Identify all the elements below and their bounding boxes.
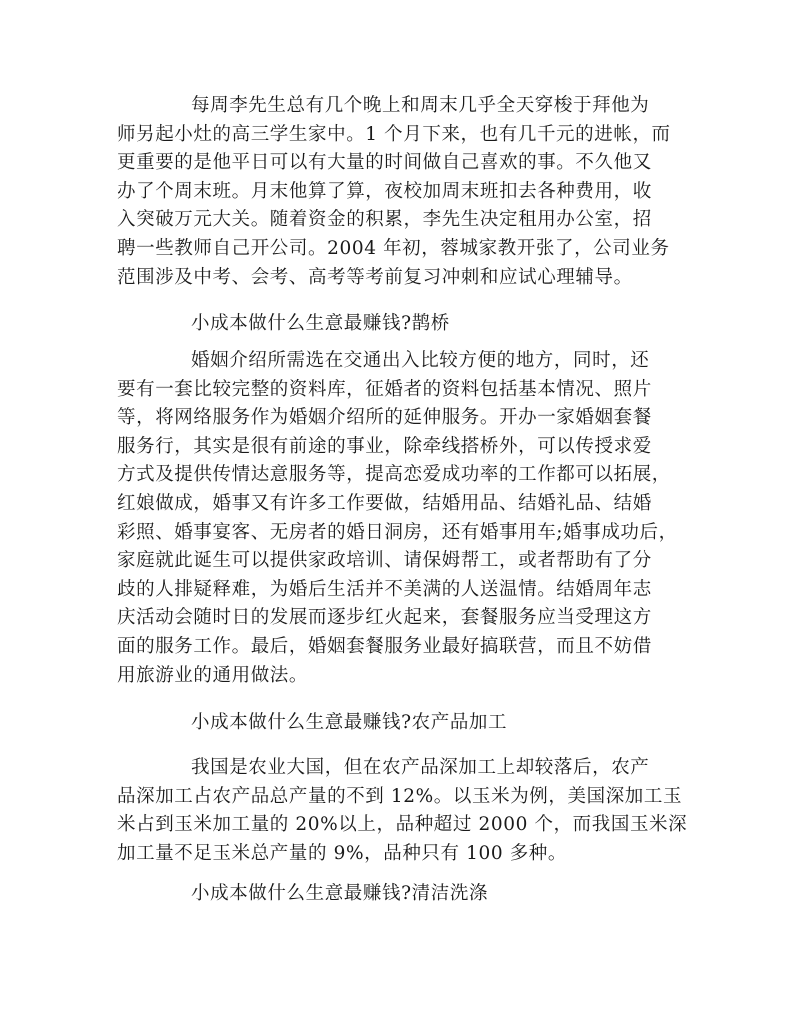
text-line: 办了个周末班。月末他算了算，夜校加周末班扣去各种费用，收 (117, 180, 652, 202)
section-heading-cleaning: 小成本做什么生意最赚钱?清洁洗涤 (191, 883, 489, 904)
paragraph-tutoring (117, 92, 683, 292)
section-heading-agriculture: 小成本做什么生意最赚钱?农产品加工 (191, 712, 508, 733)
text-line: 入突破万元大关。随着资金的积累，李先生决定租用办公室，招 (117, 209, 652, 231)
text-line: 歧的人排疑释难，为婚后生活并不美满的人送温情。结婚周年志 (117, 578, 652, 600)
paragraph-agriculture (117, 754, 688, 868)
text-line: 要有一套比较完整的资料库，征婚者的资料包括基本情况、照片 (117, 378, 652, 400)
text-line: 更重要的是他平日可以有大量的时间做自己喜欢的事。不久他又 (117, 152, 652, 174)
text-line: 范围涉及中考、会考、高考等考前复习冲刺和应试心理辅导。 (117, 266, 633, 288)
text-line: 用旅游业的通用做法。 (117, 664, 309, 686)
text-line: 面的服务工作。最后，婚姻套餐服务业最好搞联营，而且不妨借 (117, 635, 652, 657)
paragraph-matchmaking (117, 347, 683, 690)
text-line: 红娘做成，婚事又有许多工作要做，结婚用品、结婚礼品、结婚 (117, 492, 652, 514)
text-line: 彩照、婚事宴客、无房者的婚日洞房，还有婚事用车;婚事成功后， (117, 521, 678, 543)
section-heading-matchmaking: 小成本做什么生意最赚钱?鹊桥 (191, 313, 450, 334)
text-line: 每周李先生总有几个晚上和周末几乎全天穿梭于拜他为 (191, 95, 650, 116)
text-line: 师另起小灶的高三学生家中。1 个月下来，也有几千元的进帐，而 (117, 123, 671, 145)
text-line: 品深加工占农产品总产量的不到 12%。以玉米为例，美国深加工玉 (117, 785, 683, 807)
text-line: 家庭就此诞生可以提供家政培训、请保姆帮工，或者帮助有了分 (117, 550, 652, 572)
text-line: 婚姻介绍所需选在交通出入比较方便的地方，同时，还 (191, 350, 650, 371)
text-line: 服务行，其实是很有前途的事业，除牵线搭桥外，可以传授求爱 (117, 435, 652, 457)
text-line: 米占到玉米加工量的 20%以上，品种超过 2000 个，而我国玉米深 (117, 814, 688, 836)
text-line: 聘一些教师自己开公司。2004 年初，蓉城家教开张了，公司业务 (117, 237, 670, 259)
text-line: 等，将网络服务作为婚姻介绍所的延伸服务。开办一家婚姻套餐 (117, 407, 652, 429)
text-line: 我国是农业大国，但在农产品深加工上却较落后，农产 (191, 757, 650, 778)
text-line: 加工量不足玉米总产量的 9%，品种只有 100 多种。 (117, 842, 568, 864)
text-line: 庆活动会随时日的发展而逐步红火起来，套餐服务应当受理这方 (117, 607, 652, 629)
text-line: 方式及提供传情达意服务等，提高恋爱成功率的工作都可以拓展， (117, 464, 671, 486)
